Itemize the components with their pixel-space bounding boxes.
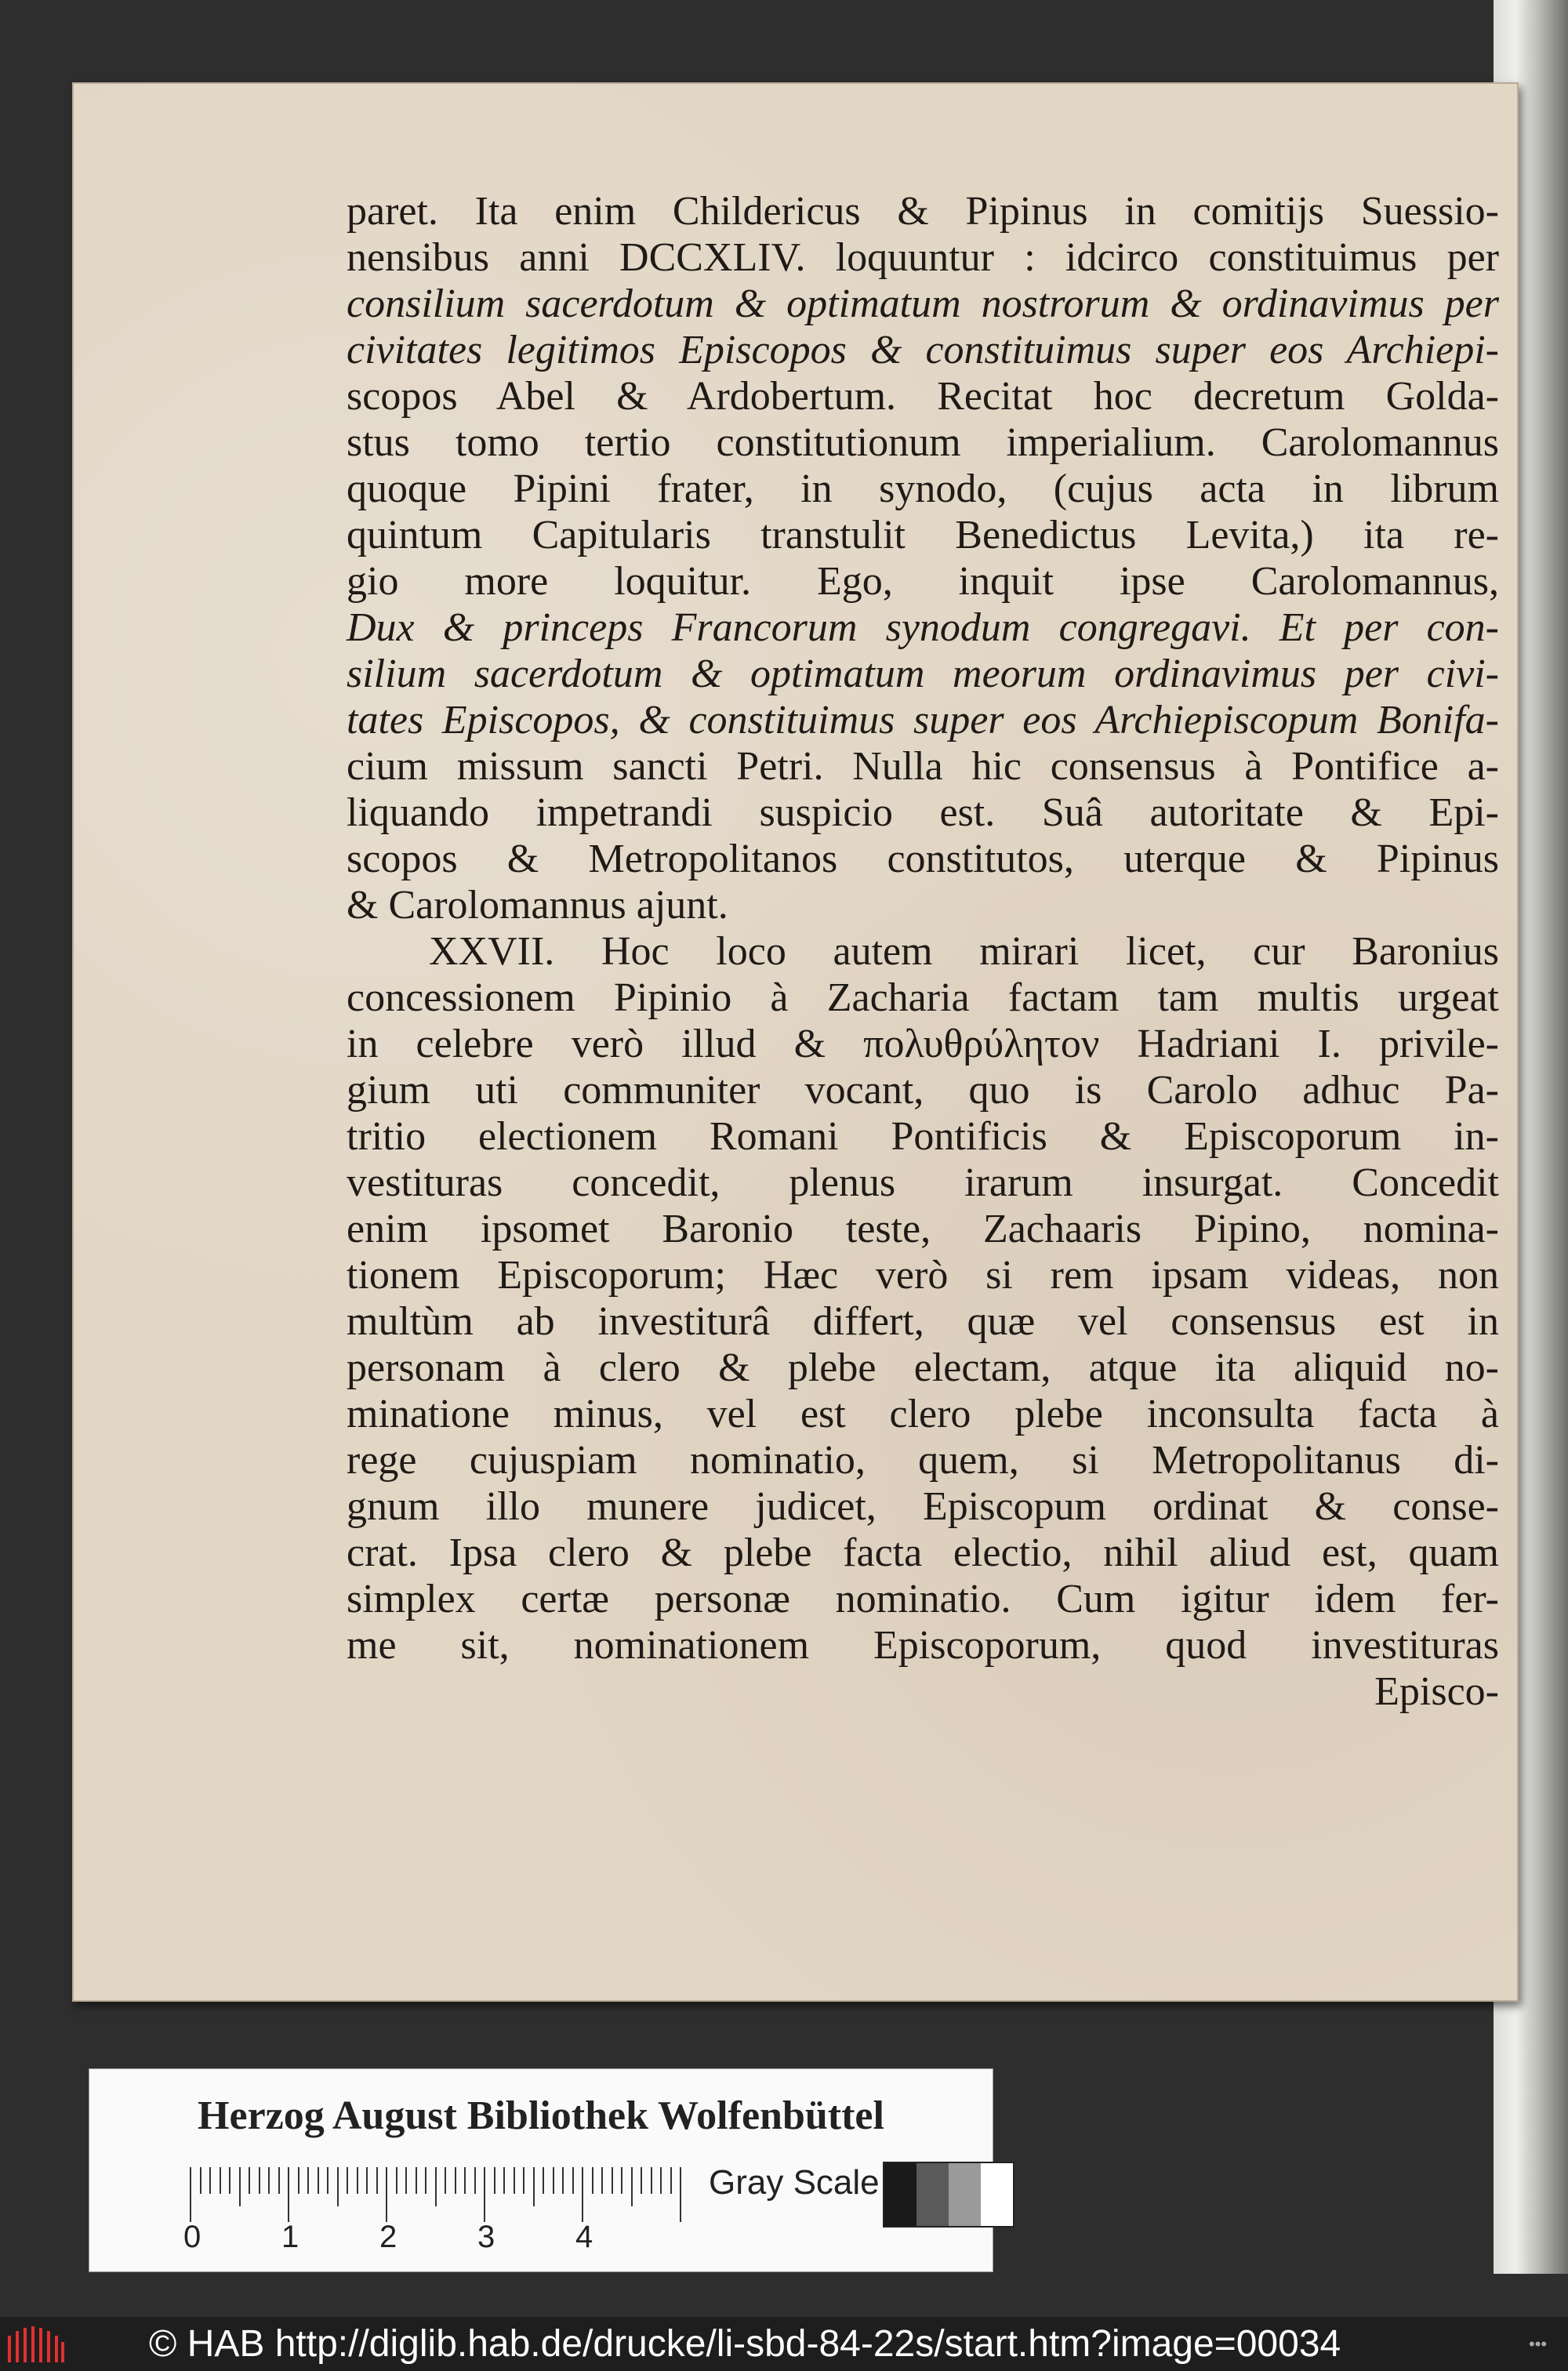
ruler-tick — [376, 2167, 378, 2194]
text-line: quoque Pipini frater, in synodo, (cujus acta in librum — [347, 467, 1499, 511]
ruler-number: 4 — [575, 2220, 593, 2254]
ruler-tick — [484, 2167, 485, 2222]
ruler-tick — [612, 2167, 613, 2194]
ruler-tick — [582, 2167, 583, 2222]
book-page — [72, 82, 1519, 2002]
text-line: me sit, nominationem Episcoporum, quod investituras — [347, 1623, 1499, 1668]
text-line: paret. Ita enim Childericus & Pipinus in comitijs Suessio- — [347, 189, 1499, 234]
ruler-tick — [562, 2167, 564, 2194]
fingerprint-logo-icon — [5, 2323, 66, 2366]
ruler — [190, 2167, 707, 2222]
ruler-tick — [209, 2167, 211, 2194]
ruler-tick — [366, 2167, 368, 2194]
text-line: liquando impetrandi suspicio est. Suâ autoritate & Epi- — [347, 790, 1499, 835]
library-title: Herzog August Bibliothek Wolfenbüttel — [198, 2093, 884, 2138]
ruler-tick — [249, 2167, 250, 2194]
text-line: & Carolomannus ajunt. — [347, 883, 728, 928]
text-line: gium uti communiter vocant, quo is Carolo adhuc Pa- — [347, 1068, 1499, 1113]
footer-bar — [0, 2317, 1568, 2371]
ruler-number: 1 — [281, 2220, 299, 2254]
ruler-tick — [641, 2167, 642, 2194]
ruler-tick — [396, 2167, 397, 2194]
ruler-tick — [318, 2167, 319, 2194]
ruler-tick — [494, 2167, 495, 2194]
ruler-tick — [268, 2167, 270, 2194]
ruler-tick — [278, 2167, 280, 2194]
ruler-tick — [229, 2167, 230, 2194]
gray-swatch — [949, 2163, 981, 2226]
text-line: minatione minus, vel est clero plebe inconsulta facta à — [347, 1392, 1499, 1436]
ruler-tick — [660, 2167, 662, 2194]
ruler-tick — [543, 2167, 544, 2194]
ruler-tick — [533, 2167, 535, 2206]
text-line: tionem Episcoporum; Hæc verò si rem ipsam videas, non — [347, 1253, 1499, 1298]
ruler-tick — [651, 2167, 652, 2194]
ruler-number: 0 — [183, 2220, 201, 2254]
ruler-tick — [337, 2167, 339, 2206]
ruler-tick — [307, 2167, 309, 2194]
ruler-tick — [464, 2167, 466, 2194]
gray-scale-label: Gray Scale — [709, 2163, 880, 2202]
copyright-url[interactable]: © HAB http://diglib.hab.de/drucke/li-sbd-84-22s/start.htm?image=00034 — [149, 2323, 1341, 2365]
gray-swatch — [916, 2163, 949, 2226]
text-line: civitates legitimos Episcopos & constituimus super eos Archiepi- — [347, 328, 1499, 372]
text-line: consilium sacerdotum & optimatum nostrorum & ordinavimus per — [347, 281, 1499, 326]
text-line: concessionem Pipinio à Zacharia factam tam multis urgeat — [347, 975, 1499, 1020]
gray-swatch — [884, 2163, 916, 2226]
ruler-tick — [288, 2167, 289, 2222]
ruler-tick — [455, 2167, 456, 2194]
text-line: XXVII. Hoc loco autem mirari licet, cur Baronius — [429, 929, 1499, 974]
ruler-number: 3 — [477, 2220, 495, 2254]
ruler-tick — [190, 2167, 191, 2222]
text-line: gnum illo munere judicet, Episcopum ordinat & conse- — [347, 1484, 1499, 1529]
ruler-tick — [670, 2167, 672, 2194]
ruler-tick — [357, 2167, 358, 2194]
text-line: enim ipsomet Baronio teste, Zachaaris Pipino, nomina- — [347, 1207, 1499, 1251]
text-line: vestituras concedit, plenus irarum insurgat. Concedit — [347, 1160, 1499, 1205]
text-line: scopos & Metropolitanos constitutos, uterque & Pipinus — [347, 837, 1499, 881]
ruler-tick — [631, 2167, 633, 2206]
text-line: personam à clero & plebe electam, atque ita aliquid no- — [347, 1345, 1499, 1390]
ruler-tick — [259, 2167, 260, 2194]
ruler-number: 2 — [379, 2220, 397, 2254]
ruler-tick — [220, 2167, 221, 2194]
ruler-tick — [200, 2167, 201, 2194]
text-line: simplex certæ personæ nominatio. Cum igitur idem fer- — [347, 1577, 1499, 1621]
ruler-tick — [601, 2167, 603, 2194]
ruler-tick — [503, 2167, 505, 2194]
ruler-tick — [425, 2167, 426, 2194]
ruler-tick — [405, 2167, 407, 2194]
ruler-tick — [435, 2167, 437, 2206]
ruler-tick — [327, 2167, 328, 2194]
text-line: silium sacerdotum & optimatum meorum ordinavimus per civi- — [347, 652, 1499, 696]
text-line: crat. Ipsa clero & plebe facta electio, nihil aliud est, quam — [347, 1530, 1499, 1575]
gray-swatch — [981, 2163, 1013, 2226]
ruler-tick — [386, 2167, 387, 2222]
text-line: quintum Capitularis transtulit Benedictus Levita,) ita re- — [347, 513, 1499, 557]
text-line: tates Episcopos, & constituimus super eos Archiepiscopum Bonifa- — [347, 698, 1499, 743]
text-line: cium missum sancti Petri. Nulla hic consensus à Pontifice a- — [347, 744, 1499, 789]
text-line: tritio electionem Romani Pontificis & Episcoporum in- — [347, 1114, 1499, 1159]
ruler-tick — [680, 2167, 681, 2222]
page-text — [347, 188, 1499, 1715]
menu-dots-icon[interactable]: ••• — [1529, 2334, 1548, 2354]
ruler-tick — [572, 2167, 574, 2194]
ruler-tick — [239, 2167, 241, 2206]
ruler-tick — [592, 2167, 593, 2194]
gray-scale-swatch — [883, 2162, 1014, 2228]
ruler-tick — [621, 2167, 622, 2194]
ruler-tick — [347, 2167, 348, 2194]
ruler-tick — [416, 2167, 417, 2194]
text-line: nensibus anni DCCXLIV. loquuntur : idcirco constituimus per — [347, 235, 1499, 280]
text-line: multùm ab investiturâ differt, quæ vel consensus est in — [347, 1299, 1499, 1344]
text-line: gio more loquitur. Ego, inquit ipse Carolomannus, — [347, 559, 1499, 604]
ruler-tick — [445, 2167, 446, 2194]
text-line: stus tomo tertio constitutionum imperialium. Carolomannus — [347, 420, 1499, 465]
ruler-tick — [298, 2167, 299, 2194]
text-line: in celebre verò illud & πολυθρύλητον Hadriani I. privile- — [347, 1022, 1499, 1066]
ruler-tick — [523, 2167, 524, 2194]
ruler-tick — [514, 2167, 515, 2194]
calibration-card — [89, 2068, 993, 2272]
text-line: scopos Abel & Ardobertum. Recitat hoc decretum Golda- — [347, 374, 1499, 419]
ruler-tick — [474, 2167, 476, 2194]
text-line: rege cujuspiam nominatio, quem, si Metropolitanus di- — [347, 1438, 1499, 1483]
catchword: Episco- — [1374, 1669, 1499, 1714]
ruler-tick — [553, 2167, 554, 2194]
text-line: Dux & princeps Francorum synodum congregavi. Et per con- — [347, 605, 1499, 650]
